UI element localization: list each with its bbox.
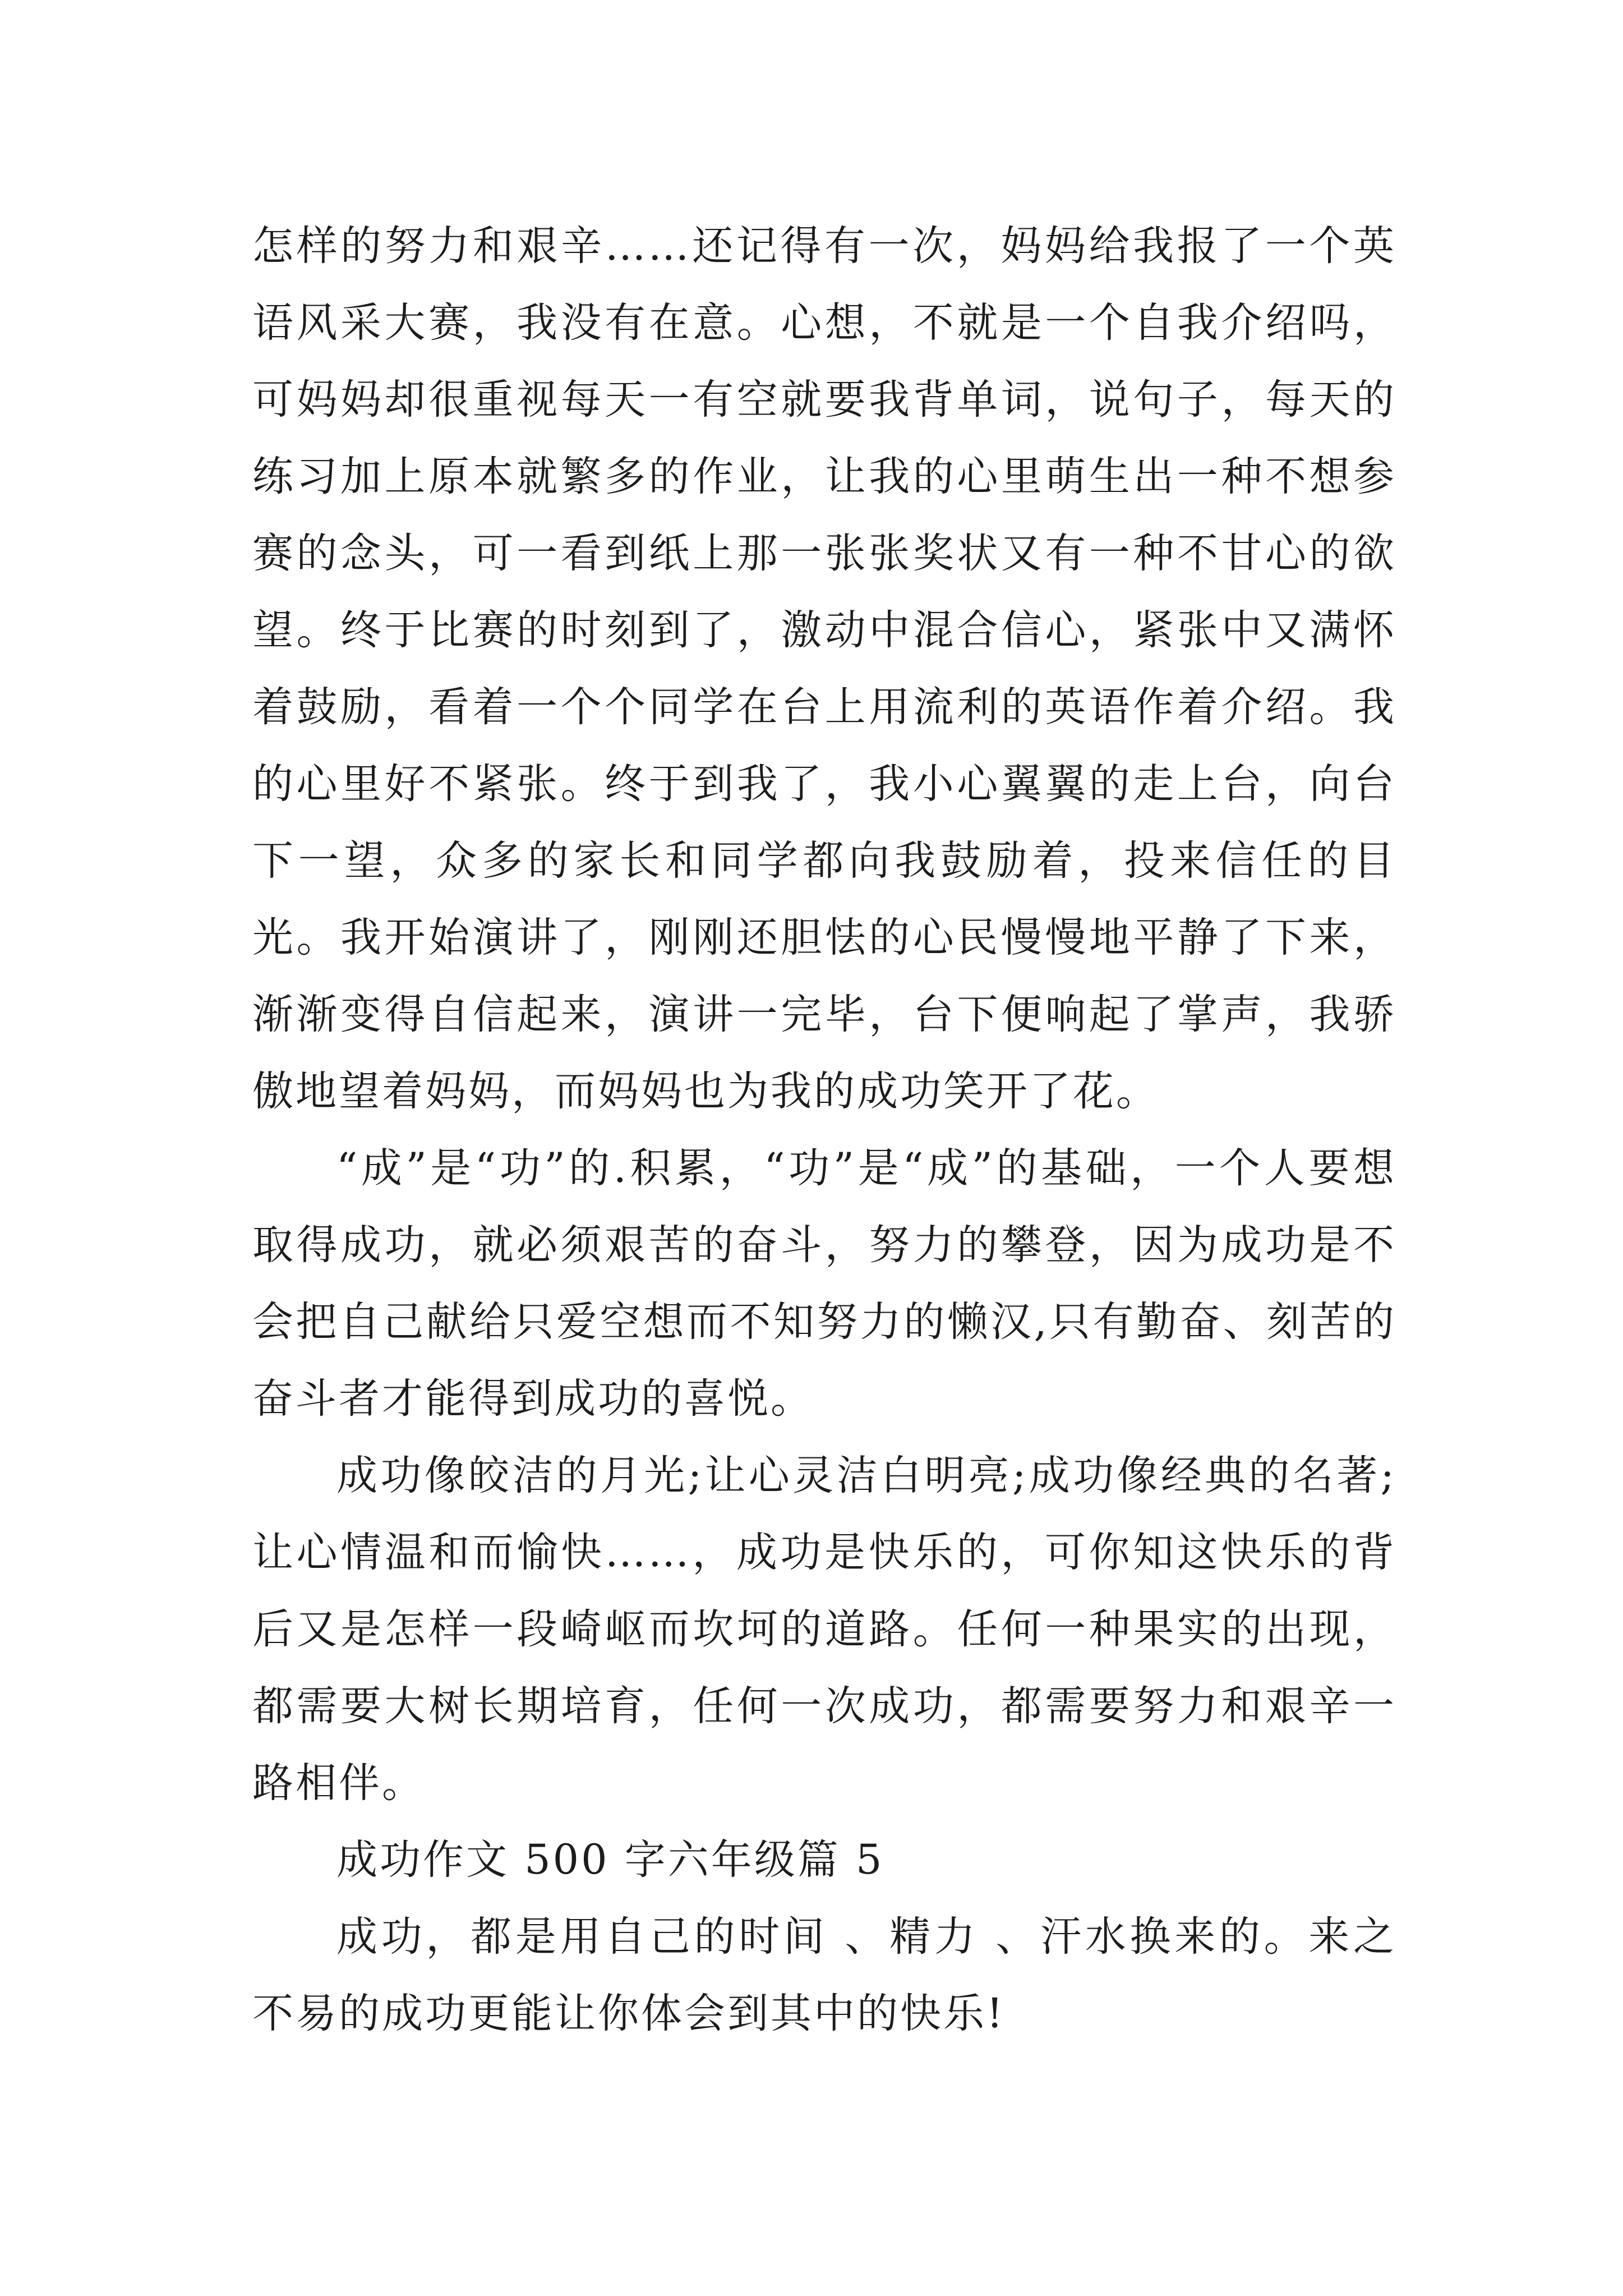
paragraph-success-accumulation: “成”是“功”的.积累，“功”是“成”的基础，一个人要想取得成功，就必须艰苦的奋斗，努力的攀登，因为成功是不会把自己献给只爱空想而不知努力的懒汉,只有勤奋、刻苦的奋斗者才能得到成功的喜悦。 <box>252 1144 1396 1423</box>
document-body <box>252 208 1396 2052</box>
paragraph-success-effort: 成功，都是用自己的时间 、精力 、汗水换来的。来之不易的成功更能让你体会到其中的快乐! <box>252 1913 1396 2037</box>
section-heading: 成功作文 500 字六年级篇 5 <box>336 1836 884 1884</box>
paragraph-continuation: 怎样的努力和艰辛……还记得有一次，妈妈给我报了一个英语风采大赛，我没有在意。心想，不就是一个自我介绍吗，可妈妈却很重视每天一有空就要我背单词，说句子，每天的练习加上原本就繁多的作业，让我的心里萌生出一种不想参赛的念头，可一看到纸上那一张张奖状又有一种不甘心的欲望。终于比赛的时刻到了，激动中混合信心，紧张中又满怀着鼓励，看着一个个同学在台上用流利的英语作着介绍。我的心里好不紧张。终于到我了，我小心翼翼的走上台，向台下一望，众多的家长和同学都向我鼓励着，投来信任的目光。我开始演讲了，刚刚还胆怯的心民慢慢地平静了下来，渐渐变得自信起来，演讲一完毕，台下便响起了掌声，我骄傲地望着妈妈，而妈妈也为我的成功笑开了花。 <box>252 222 1396 1115</box>
paragraph-success-moonlight: 成功像皎洁的月光;让心灵洁白明亮;成功像经典的名著;让心情温和而愉快……，成功是快乐的，可你知这快乐的背后又是怎样一段崎岖而坎坷的道路。任何一种果实的出现，都需要大树长期培育，任何一次成功，都需要努力和艰辛一路相伴。 <box>252 1452 1396 1807</box>
